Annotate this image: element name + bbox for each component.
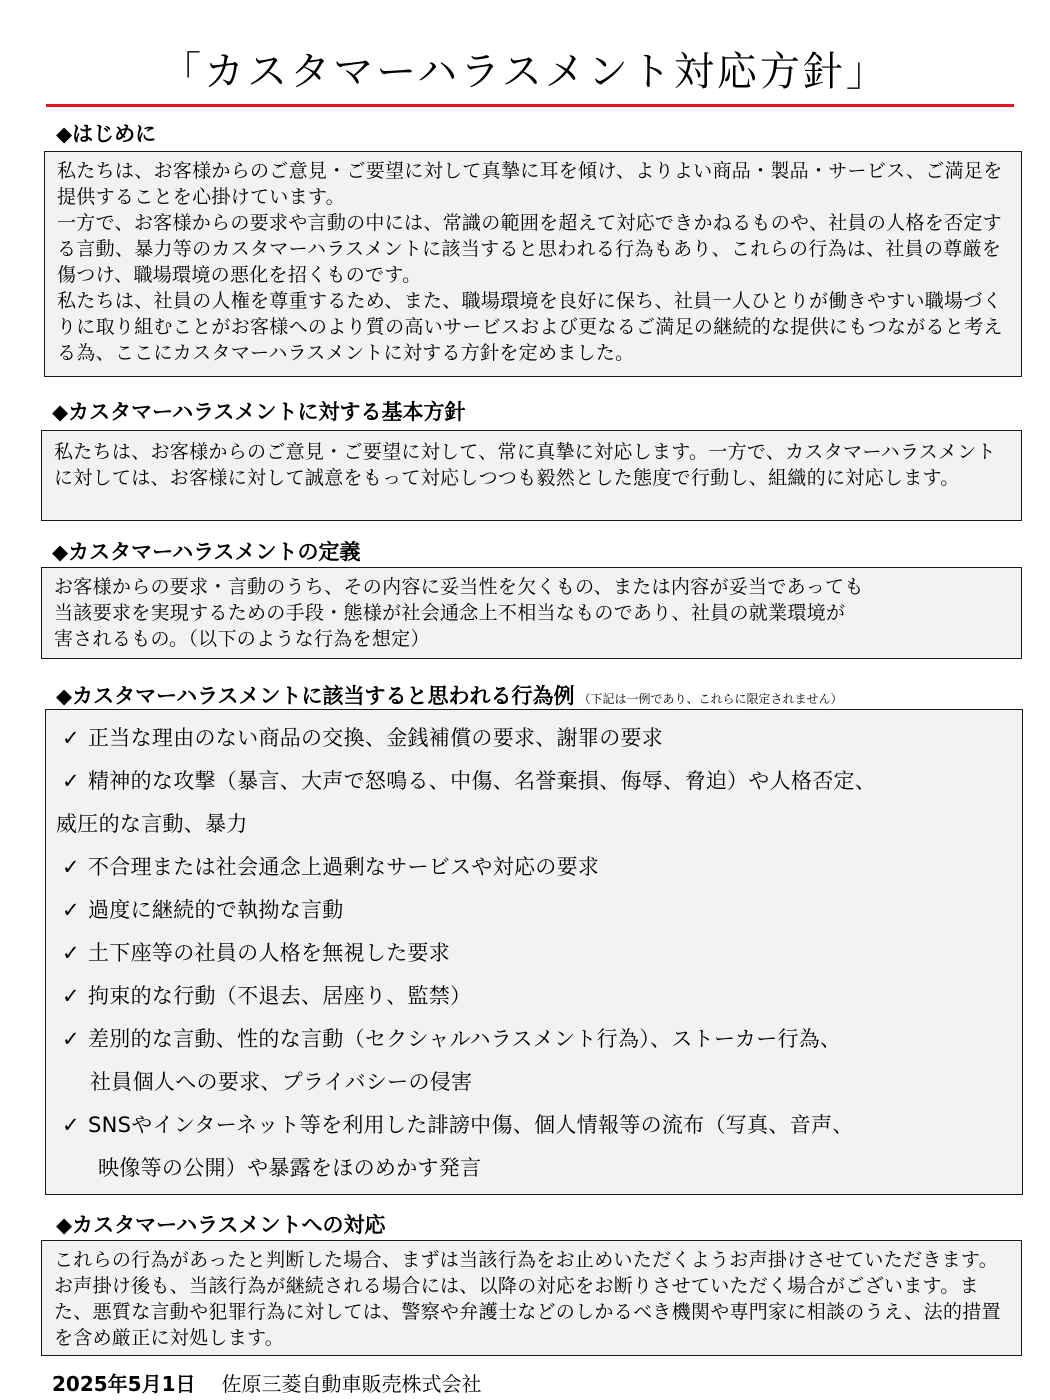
definition-line-1: お客様からの要求・言動のうち、その内容に妥当性を欠くもの、または内容が妥当であっても <box>54 576 864 598</box>
response-heading: ◆カスタマーハラスメントへの対応 <box>56 1213 386 1237</box>
checkmark-icon: ✓ <box>62 941 80 965</box>
policy-paragraph: 私たちは、お客様からのご意見・ご要望に対して、常に真摯に対応します。一方で、カスタマーハラスメントに対しては、お客様に対して誠意をもって対応しつつも毅然とした態度で行動し、組織的に対応します。 <box>54 441 996 489</box>
example-item-8-continued: 映像等の公開）や暴露をほのめかす発言 <box>98 1156 482 1180</box>
intro-paragraph-2: 一方で、お客様からの要求や言動の中には、常識の範囲を超えて対応できかねるものや、社員の人格を否定する言動、暴力等のカスタマーハラスメントに該当すると思われる行為もあり、これらの行為は、社員の尊厳を傷つけ、職場環境の悪化を招くものです。 <box>57 212 1002 286</box>
checkmark-icon: ✓ <box>62 855 80 879</box>
examples-box <box>45 709 1023 1195</box>
example-item-7-continued: 社員個人への要求、プライバシーの侵害 <box>90 1070 473 1094</box>
policy-box <box>41 430 1022 521</box>
example-item-2: ✓ 精神的な攻撃（暴言、大声で怒鳴る、中傷、名誉棄損、侮辱、脅迫）や人格否定、 <box>46 760 1022 803</box>
definition-heading: ◆カスタマーハラスメントの定義 <box>52 540 361 564</box>
checkmark-icon: ✓ <box>62 1027 80 1051</box>
example-item-6: ✓ 拘束的な行動（不退去、居座り、監禁） <box>46 975 1022 1018</box>
examples-heading-text: ◆カスタマーハラスメントに該当すると思われる行為例 <box>56 684 575 708</box>
examples-note: （下記は一例であり、これらに限定されません） <box>578 692 843 706</box>
example-item-3: ✓ 不合理または社会通念上過剰なサービスや対応の要求 <box>46 846 1022 889</box>
policy-heading: ◆カスタマーハラスメントに対する基本方針 <box>52 400 466 424</box>
response-paragraph: これらの行為があったと判断した場合、まずは当該行為をお止めいただくようお声掛けさせていただきます。お声掛け後も、当該行為が継続される場合には、以降の対応をお断りさせていただく場合がございます。また、悪質な言動や犯罪行為に対しては、警察や弁護士などのしかるべき機関や専門家に相談のうえ、法的措置を含め厳正に対処します。 <box>54 1249 1001 1349</box>
intro-box <box>44 151 1022 377</box>
intro-paragraph-1: 私たちは、お客様からのご意見・ご要望に対して真摯に耳を傾け、よりよい商品・製品・サービス、ご満足を提供することを心掛けています。 <box>57 160 1003 208</box>
example-item-5: ✓ 土下座等の社員の人格を無視した要求 <box>46 932 1022 975</box>
checkmark-icon: ✓ <box>62 769 80 793</box>
footer-company: 佐原三菱自動車販売株式会社 <box>221 1372 482 1396</box>
example-item-2-continued: 威圧的な言動、暴力 <box>56 812 248 836</box>
example-item-7: ✓ 差別的な言動、性的な言動（セクシャルハラスメント行為）、ストーカー行為、 <box>46 1018 1022 1061</box>
example-item-8: ✓ SNSやインターネット等を利用した誹謗中傷、個人情報等の流布（写真、音声、 <box>46 1104 1022 1147</box>
checkmark-icon: ✓ <box>62 726 80 750</box>
title-divider <box>46 104 1014 107</box>
definition-line-2: 当該要求を実現するための手段・態様が社会通念上不相当なものであり、社員の就業環境が <box>54 602 846 624</box>
intro-heading: ◆はじめに <box>56 122 157 146</box>
checkmark-icon: ✓ <box>62 984 80 1008</box>
response-box <box>41 1240 1022 1356</box>
intro-paragraph-3: 私たちは、社員の人権を尊重するため、また、職場環境を良好に保ち、社員一人ひとりが働きやすい職場づくりに取り組むことがお客様へのより質の高いサービスおよび更なるご満足の継続的な提供にもつながると考える為、ここにカスタマーハラスメントに対する方針を定めました。 <box>57 290 1003 364</box>
footer <box>52 1370 482 1398</box>
footer-date: 2025年5月1日 <box>52 1372 196 1396</box>
page-title: 「カスタマーハラスメント対応方針」 <box>161 49 889 95</box>
definition-line-3: 害されるもの。（以下のような行為を想定） <box>54 628 430 650</box>
example-item-1: ✓ 正当な理由のない商品の交換、金銭補償の要求、謝罪の要求 <box>46 717 1022 760</box>
checkmark-icon: ✓ <box>62 898 80 922</box>
example-item-4: ✓ 過度に継続的で執拗な言動 <box>46 889 1022 932</box>
definition-box <box>41 567 1022 659</box>
checkmark-icon: ✓ <box>62 1113 80 1137</box>
